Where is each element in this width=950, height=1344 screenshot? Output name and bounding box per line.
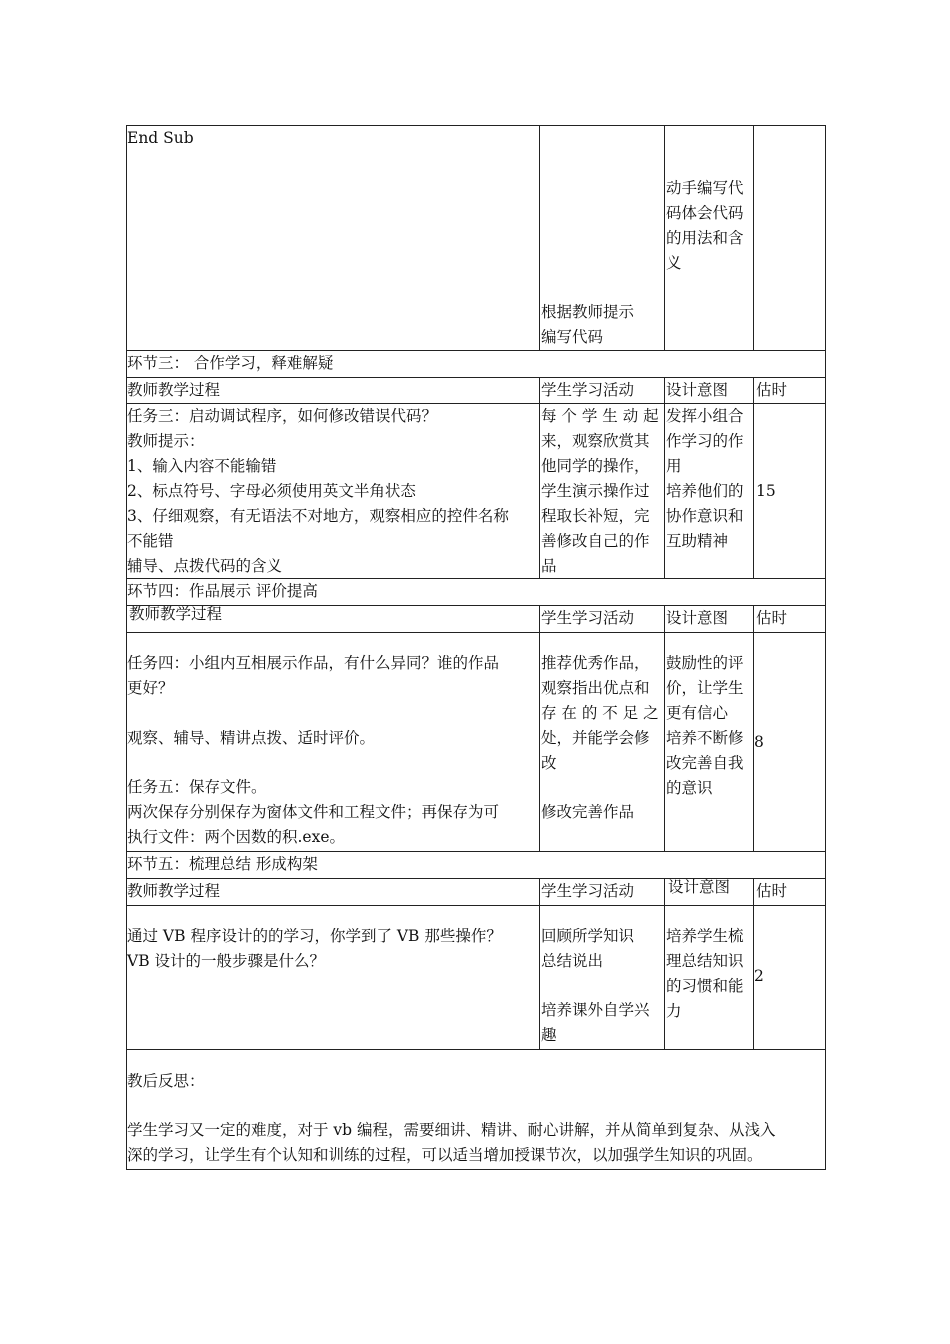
header-time: 估时	[756, 882, 788, 900]
row-divider	[126, 1049, 826, 1050]
code-end-sub: End Sub	[127, 129, 194, 147]
header-intent: 设计意图	[668, 878, 731, 896]
intent-cell-line: 码体会代码	[666, 204, 744, 222]
student-line: 来，观察欣赏其	[541, 432, 650, 450]
student-line: 处，并能学会修	[541, 729, 650, 747]
header-intent: 设计意图	[666, 381, 729, 399]
intent-line: 力	[666, 1002, 682, 1020]
student-line: 每 个 学 生 动 起	[541, 407, 659, 425]
student-line: 他同学的操作，	[541, 457, 650, 475]
header-teacher: 教师教学过程	[127, 381, 221, 399]
teacher-line: 观察、辅导、精讲点拨、适时评价。	[127, 729, 376, 747]
stage4-title: 环节四：作品展示 评价提高	[127, 582, 318, 600]
header-time: 估时	[756, 609, 788, 627]
column-divider	[664, 125, 665, 350]
stage3-title: 环节三： 合作学习，释难解疑	[127, 354, 334, 372]
intent-line: 的习惯和能	[666, 977, 744, 995]
time-estimate: 8	[754, 733, 764, 751]
lesson-table	[126, 125, 826, 1170]
student-line: 品	[541, 557, 557, 575]
reflection-label: 教后反思：	[127, 1072, 205, 1090]
student-line: 观察指出优点和	[541, 679, 650, 697]
row-divider	[126, 905, 826, 906]
intent-line: 鼓励性的评	[666, 654, 744, 672]
column-divider	[539, 125, 540, 350]
column-divider	[539, 605, 540, 851]
header-student: 学生学习活动	[541, 882, 635, 900]
intent-cell-line: 的用法和含	[666, 229, 744, 247]
teacher-line: VB 设计的一般步骤是什么？	[127, 952, 326, 970]
column-divider	[539, 878, 540, 1049]
teacher-line: 任务五：保存文件。	[127, 778, 267, 796]
intent-line: 协作意识和	[666, 507, 744, 525]
teacher-line: 任务三：启动调试程序，如何修改错误代码？	[127, 407, 438, 425]
student-line: 学生演示操作过	[541, 482, 650, 500]
column-divider	[753, 605, 754, 851]
header-teacher: 教师教学过程	[127, 882, 221, 900]
student-line: 总结说出	[541, 952, 604, 970]
intent-line: 培养他们的	[666, 482, 744, 500]
teacher-line: 不能错	[127, 532, 174, 550]
intent-line: 更有信心	[666, 704, 729, 722]
header-student: 学生学习活动	[541, 609, 635, 627]
teacher-line: 执行文件：两个因数的积.exe。	[127, 828, 346, 846]
time-estimate: 2	[754, 967, 764, 985]
student-line: 善修改自己的作	[541, 532, 650, 550]
stage5-title: 环节五：梳理总结 形成构架	[127, 855, 318, 873]
student-line: 趣	[541, 1026, 557, 1044]
header-teacher: 教师教学过程	[129, 605, 223, 623]
teacher-line: 1、输入内容不能输错	[127, 457, 277, 475]
intent-line: 发挥小组合	[666, 407, 744, 425]
reflection-line: 学生学习又一定的难度，对于 vb 编程，需要细讲、精讲、耐心讲解，并从简单到复杂、从浅入	[127, 1121, 776, 1139]
teacher-line: 两次保存分别保存为窗体文件和工程文件；再保存为可	[127, 803, 500, 821]
intent-line: 作学习的作	[666, 432, 744, 450]
reflection-line: 深的学习，让学生有个认知和训练的过程，可以适当增加授课节次，以加强学生知识的巩固。	[127, 1146, 763, 1164]
time-estimate: 15	[756, 482, 776, 500]
student-line: 培养课外自学兴	[541, 1001, 650, 1019]
intent-line: 价，让学生	[666, 679, 744, 697]
teacher-line: 2、标点符号、字母必须使用英文半角状态	[127, 482, 416, 500]
teacher-line: 辅导、点拨代码的含义	[127, 557, 283, 575]
column-divider	[539, 377, 540, 578]
intent-line: 培养不断修	[666, 729, 744, 747]
student-line: 回顾所学知识	[541, 927, 635, 945]
student-line: 存 在 的 不 足 之	[541, 704, 659, 722]
intent-line: 培养学生梳	[666, 927, 744, 945]
teacher-line: 3、仔细观察，有无语法不对地方，观察相应的控件名称	[127, 507, 509, 525]
column-divider	[664, 377, 665, 578]
intent-line: 用	[666, 457, 682, 475]
intent-line: 理总结知识	[666, 952, 744, 970]
activity-cell-line: 根据教师提示	[541, 303, 635, 321]
intent-line: 互助精神	[666, 532, 729, 550]
column-divider	[753, 377, 754, 578]
column-divider	[664, 605, 665, 851]
intent-cell-line: 义	[666, 254, 682, 272]
column-divider	[664, 878, 665, 1049]
intent-line: 的意识	[666, 779, 713, 797]
student-line: 程取长补短，完	[541, 507, 650, 525]
teacher-line: 教师提示：	[127, 432, 205, 450]
intent-line: 改完善自我	[666, 754, 744, 772]
student-line: 改	[541, 754, 557, 772]
header-intent: 设计意图	[666, 609, 729, 627]
intent-cell-line: 动手编写代	[666, 179, 744, 197]
student-line: 修改完善作品	[541, 803, 635, 821]
header-student: 学生学习活动	[541, 381, 635, 399]
header-time: 估时	[756, 381, 788, 399]
teacher-line: 通过 VB 程序设计的的学习，你学到了 VB 那些操作？	[127, 927, 502, 945]
row-divider	[126, 632, 826, 633]
student-line: 推荐优秀作品，	[541, 654, 650, 672]
activity-cell-line: 编写代码	[541, 328, 604, 346]
column-divider	[753, 125, 754, 350]
teacher-line: 任务四：小组内互相展示作品，有什么异同？谁的作品	[127, 654, 500, 672]
teacher-line: 更好？	[127, 679, 174, 697]
